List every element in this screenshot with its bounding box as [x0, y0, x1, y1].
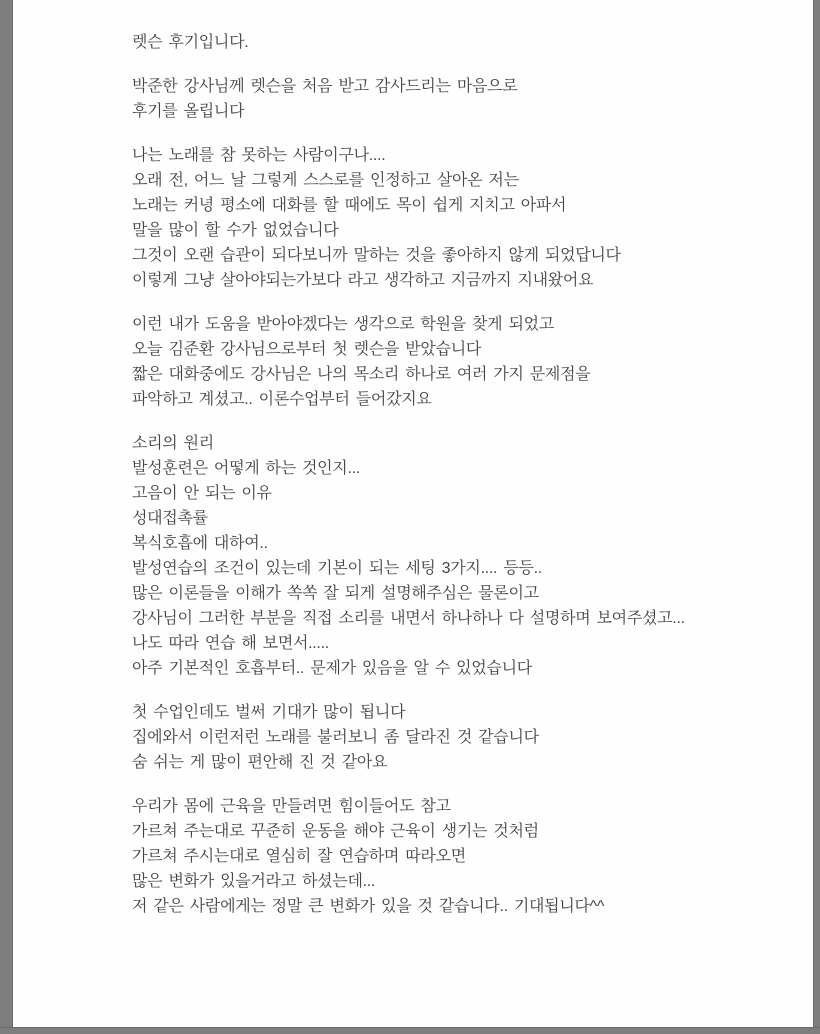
text-line: 고음이 안 되는 이유 [132, 485, 272, 502]
text-line: 오래 전, 어느 날 그렇게 스스로를 인정하고 살아온 저는 [132, 172, 519, 189]
text-line: 렛슨 후기입니다. [132, 34, 249, 51]
text-line: 가르쳐 주는대로 꾸준히 운동을 해야 근육이 생기는 것처럼 [132, 823, 539, 840]
text-line: 오늘 김준환 강사님으로부터 첫 렛슨을 받았습니다 [132, 341, 482, 358]
paragraph [132, 431, 796, 681]
paragraph [132, 74, 796, 124]
text-line: 복식호흡에 대하여.. [132, 535, 268, 552]
text-line: 많은 이론들을 이해가 쏙쏙 잘 되게 설명해주심은 물론이고 [132, 585, 539, 602]
text-line: 저 같은 사람에게는 정말 큰 변화가 있을 것 같습니다.. 기대됩니다^^ [132, 898, 605, 915]
text-line: 집에와서 이런저런 노래를 불러보니 좀 달라진 것 같습니다 [132, 729, 539, 746]
paragraph [132, 30, 796, 55]
text-line: 박준한 강사님께 렛슨을 처음 받고 감사드리는 마음으로 [132, 78, 518, 95]
text-line: 아주 기본적인 호흡부터.. 문제가 있음을 알 수 있었습니다 [132, 660, 532, 677]
text-line: 파악하고 계셨고.. 이론수업부터 들어갔지요 [132, 391, 432, 408]
text-line: 첫 수업인데도 벌써 기대가 많이 됩니다 [132, 704, 406, 721]
page-frame-left [0, 0, 13, 1034]
page-frame-bottom [0, 1027, 820, 1034]
paragraph [132, 312, 796, 412]
text-line: 많은 변화가 있을거라고 하셨는데... [132, 873, 376, 890]
text-line: 가르쳐 주시는대로 열심히 잘 연습하며 따라오면 [132, 848, 466, 865]
text-line: 우리가 몸에 근육을 만들려면 힘이들어도 참고 [132, 798, 451, 815]
text-line: 발성연습의 조건이 있는데 기본이 되는 세팅 3가지.... 등등.. [132, 560, 542, 577]
text-line: 나도 따라 연습 해 보면서..... [132, 635, 329, 652]
text-line: 노래는 커녕 평소에 대화를 할 때에도 목이 쉽게 지치고 아파서 [132, 197, 567, 214]
text-line: 성대접촉률 [132, 510, 208, 527]
text-line: 강사님이 그러한 부분을 직접 소리를 내면서 하나하나 다 설명하며 보여주셨고... [132, 610, 685, 627]
text-line: 후기를 올립니다 [132, 103, 245, 120]
paragraph [132, 143, 796, 293]
text-line: 이런 내가 도움을 받아야겠다는 생각으로 학원을 찾게 되었고 [132, 316, 554, 333]
page-frame-right [813, 0, 820, 1034]
text-line: 이렇게 그냥 살아야되는가보다 라고 생각하고 지금까지 지내왔어요 [132, 272, 594, 289]
text-line: 발성훈련은 어떻게 하는 것인지... [132, 460, 360, 477]
text-line: 나는 노래를 참 못하는 사람이구나.... [132, 147, 386, 164]
paragraph [132, 700, 796, 775]
document-body [132, 30, 796, 938]
text-line: 소리의 원리 [132, 435, 214, 452]
text-line: 숨 쉬는 게 많이 편안해 진 것 같아요 [132, 754, 388, 771]
paragraph [132, 794, 796, 919]
text-line: 짧은 대화중에도 강사님은 나의 목소리 하나로 여러 가지 문제점을 [132, 366, 591, 383]
text-line: 그것이 오랜 습관이 되다보니까 말하는 것을 좋아하지 않게 되었답니다 [132, 247, 621, 264]
text-line: 말을 많이 할 수가 없었습니다 [132, 222, 339, 239]
